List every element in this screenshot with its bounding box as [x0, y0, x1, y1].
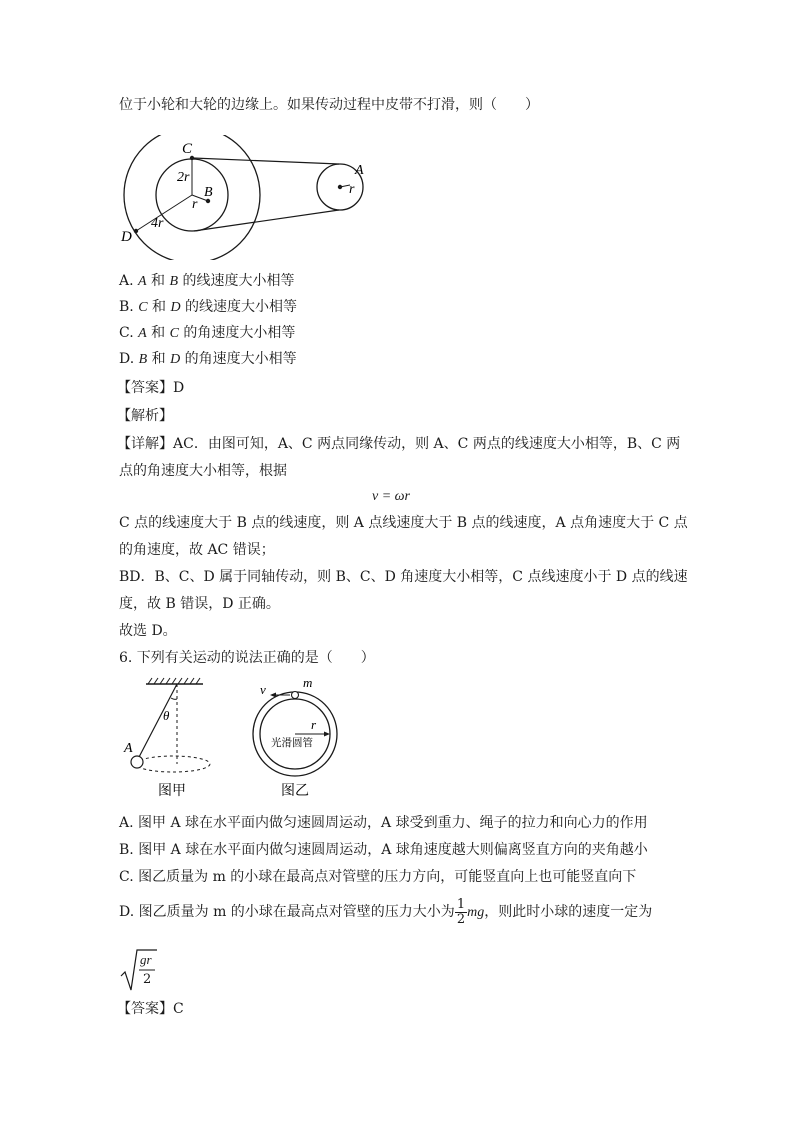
label-r-fig2: r: [311, 717, 317, 732]
q6-option-b: B. 图甲 A 球在水平面内做匀速圆周运动，A 球角速度越大则偏离竖直方向的夹角越小: [119, 842, 648, 858]
point-A: [338, 185, 342, 189]
q6-answer: 【答案】C: [117, 1001, 184, 1017]
pulley-diagram: [115, 135, 375, 260]
velocity-arrowhead: [270, 693, 276, 698]
radius-4r: [136, 195, 192, 231]
q5-formula: v = ωr: [372, 489, 410, 504]
q6-option-a: A. 图甲 A 球在水平面内做匀速圆周运动，A 球受到重力、绳子的拉力和向心力的作用: [119, 815, 648, 831]
sqrt-expression: gr 2: [119, 948, 159, 992]
label-A: A: [355, 163, 364, 178]
q5-detail-line-5: BD．B、C、D 属于同轴传动，则 B、C、D 角速度大小相等，C 点线速度小于 D 点的线速: [119, 569, 688, 585]
tube-inner-label: 光滑圆管: [271, 738, 313, 749]
label-D: D: [121, 229, 132, 245]
label-A-fig1: A: [124, 741, 133, 756]
fraction-half: $\frac{1}{2}$: [456, 896, 466, 927]
smooth-tube-figure: [245, 674, 355, 804]
q5-detail-line-3: C 点的线速度大于 B 点的线速度，则 A 点线速度大于 B 点的线速度，A 点角速度大于 C 点: [119, 515, 688, 531]
label-B: B: [204, 185, 213, 200]
theta-label: θ: [163, 708, 170, 723]
ball-m: [292, 692, 299, 699]
caption-fig2: 图乙: [281, 784, 309, 799]
q5-option-d: D. B 和 D 的角速度大小相等: [119, 351, 297, 367]
q5-detail-line-4: 的角速度，故 AC 错误；: [119, 542, 275, 558]
label-4r: 4r: [151, 216, 164, 231]
conical-pendulum-figure: [118, 676, 218, 804]
q5-option-b: B. C 和 D 的线速度大小相等: [119, 299, 298, 315]
label-v: v: [260, 682, 266, 697]
q5-detail-line-7: 故选 D。: [119, 623, 177, 639]
q5-detail-line-6: 度，故 B 错误，D 正确。: [119, 596, 280, 612]
theta-arc: [171, 698, 177, 699]
label-C: C: [182, 141, 193, 157]
q6-option-d: D. 图乙质量为 m 的小球在最高点对管壁的压力大小为 $\frac{1}{2}$ mg，则此时小球的速度一定为: [119, 896, 653, 927]
q5-detail-line-2: 点的角速度大小相等，根据: [119, 463, 287, 479]
label-2r: 2r: [177, 170, 190, 185]
label-r-center: r: [192, 197, 198, 212]
string: [138, 684, 177, 759]
q6-option-c: C. 图乙质量为 m 的小球在最高点对管壁的压力方向，可能竖直向上也可能竖直向下: [119, 869, 637, 885]
circular-path: [136, 756, 210, 772]
label-m: m: [303, 675, 313, 690]
q5-answer: 【答案】D: [117, 380, 185, 396]
q5-detail-line-1: 【详解】AC．由图可知，A、C 两点同缘传动，则 A、C 两点的线速度大小相等，B、C 两: [117, 436, 681, 452]
belt-bottom: [194, 210, 339, 231]
label-r-small: r: [349, 182, 355, 197]
q6-stem: 6. 下列有关运动的说法正确的是（ ）: [119, 650, 375, 666]
ball-A: [131, 756, 143, 768]
q5-option-c: C. A 和 C 的角速度大小相等: [119, 325, 296, 341]
belt-top: [193, 158, 339, 164]
point-D: [134, 229, 138, 233]
caption-fig1: 图甲: [158, 784, 186, 799]
q5-option-a: A. A 和 B 的线速度大小相等: [119, 273, 295, 289]
radius-arrowhead: [324, 732, 330, 737]
q5-analysis-tag: 【解析】: [117, 408, 173, 424]
q5-stem: 位于小轮和大轮的边缘上。如果传动过程中皮带不打滑，则（ ）: [119, 97, 539, 113]
